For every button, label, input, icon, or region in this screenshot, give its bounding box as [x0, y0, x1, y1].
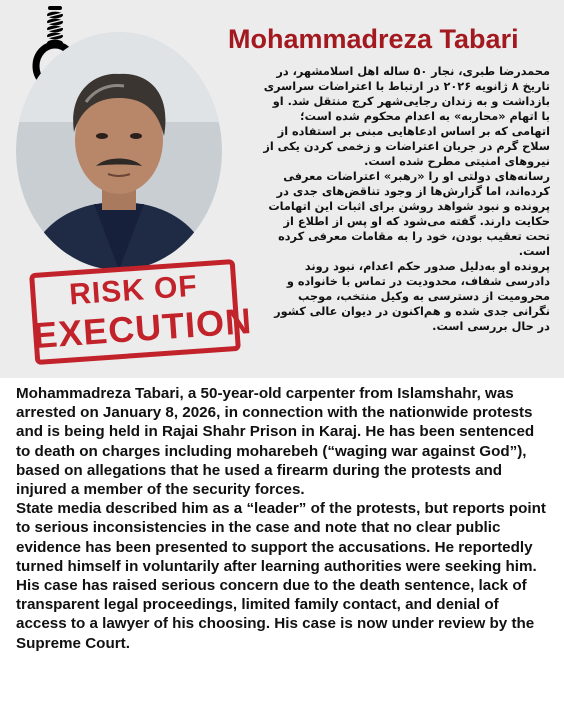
farsi-text-block: [262, 64, 550, 334]
farsi-paragraph: محمدرضا طبری، نجار ۵۰ ساله اهل اسلامشهر، در تاریخ ۸ ژانویه ۲۰۲۶ در ارتباط با اعتراضات سراسری بازداشت و به زندان رجایی‌شهر کرج منتقل شد. او با اتهام «محاربه» به اعدام محکوم شده است؛ اتهامی که بر اساس ادعاهایی مبنی بر استفاده از سلاح گرم در جریان اعتراضات و زخمی کردن یکی از نیروهای امنیتی مطرح شده است.: [263, 65, 550, 168]
farsi-paragraph: رسانه‌های دولتی او را «رهبر» اعتراضات معرفی کرده‌اند، اما گزارش‌ها از وجود تناقض‌های جدی در پرونده و نبود شواهد روشن برای اثبات این اتهامات حکایت دارند. گفته می‌شود که او پس از اطلاع از تحت تعقیب بودن، خود را به مقامات معرفی کرده است.: [268, 170, 550, 258]
english-text-block: [16, 384, 550, 653]
farsi-paragraph: پرونده او به‌دلیل صدور حکم اعدام، نبود روند دادرسی شفاف، محدودیت در تماس با خانواده و محرومیت از دسترسی به وکیل منتخب، موجب نگرانی جدی شده و هم‌اکنون در دیوان عالی کشور در حال بررسی است.: [274, 260, 550, 333]
english-paragraph: Mohammadreza Tabari, a 50-year-old carpenter from Islamshahr, was arrested on January 8, 2026, in connection with the nationwide protests and is being held in Rajai Shahr Prison in Karaj. He has been sentenced to death on charges including moharebeh (“waging war against God”), based on allegations that he used a firearm during the protests and injured a member of the security forces.: [16, 385, 535, 499]
english-paragraph: State media described him as a “leader” of the protests, but reports point to serious inconsistencies in the case and note that no clear public evidence has been presented to support the accusations. He reportedly turned himself in voluntarily after learning authorities were seeking him. His case has raised serious concern due to the death sentence, lack of transparent legal proceedings, limited family contact, and denial of access to a lawyer of his choosing. His case is now under review by the Supreme Court.: [16, 500, 546, 652]
stamp-line-2: EXECUTION: [31, 299, 254, 357]
stamp-line-1: RISK OF: [68, 269, 199, 312]
portrait-photo: [16, 32, 222, 270]
risk-of-execution-stamp: [29, 259, 254, 365]
page-title: Mohammadreza Tabari: [228, 24, 519, 54]
